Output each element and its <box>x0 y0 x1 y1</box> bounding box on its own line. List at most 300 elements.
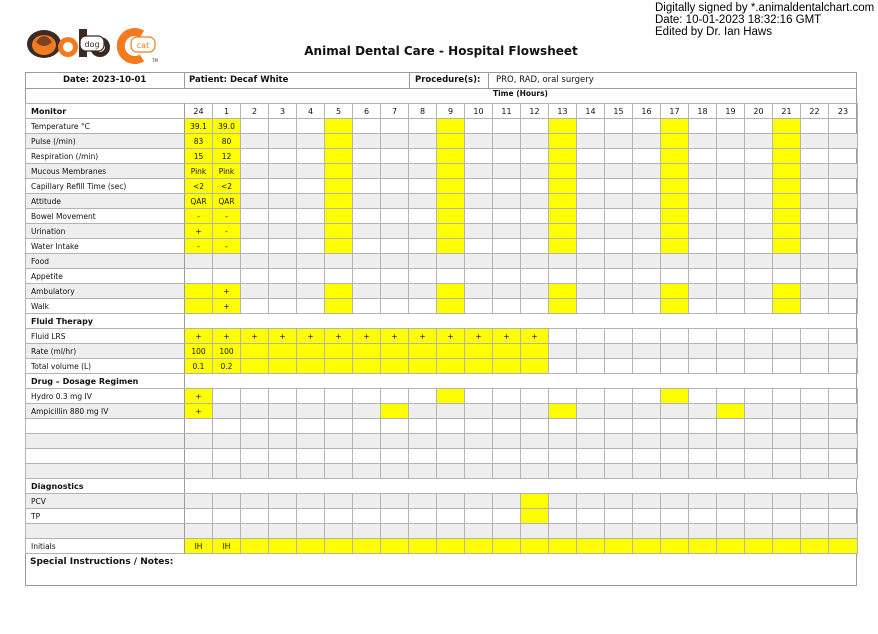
grid-cell <box>717 539 745 554</box>
grid-cell <box>325 389 353 404</box>
section-cell <box>325 314 353 329</box>
grid-cell: 80 <box>213 134 241 149</box>
grid-cell <box>661 359 689 374</box>
table-row <box>26 254 858 269</box>
grid-cell <box>605 329 633 344</box>
grid-cell <box>493 164 521 179</box>
section-cell <box>633 374 661 389</box>
table-row <box>26 344 858 359</box>
grid-cell: + <box>185 404 213 419</box>
grid-cell <box>521 164 549 179</box>
grid-cell <box>801 284 829 299</box>
grid-cell <box>773 239 801 254</box>
grid-cell <box>633 224 661 239</box>
grid-cell <box>269 434 297 449</box>
grid-cell: + <box>409 329 437 344</box>
grid-cell <box>605 449 633 464</box>
section-cell <box>521 479 549 494</box>
grid-cell <box>661 539 689 554</box>
row-label <box>26 524 185 539</box>
grid-cell <box>829 329 858 344</box>
grid-cell <box>773 344 801 359</box>
grid-cell <box>297 254 325 269</box>
grid-cell <box>409 464 437 479</box>
row-label: Water Intake <box>26 239 185 254</box>
grid-cell <box>353 404 381 419</box>
grid-cell <box>717 269 745 284</box>
grid-cell <box>297 164 325 179</box>
grid-cell <box>577 539 605 554</box>
grid-cell <box>521 434 549 449</box>
grid-cell <box>521 359 549 374</box>
grid-cell <box>633 404 661 419</box>
section-cell <box>773 479 801 494</box>
grid-cell <box>633 449 661 464</box>
grid-cell <box>549 524 577 539</box>
grid-cell <box>633 269 661 284</box>
section-cell <box>745 479 773 494</box>
grid-cell <box>773 359 801 374</box>
grid-cell <box>269 344 297 359</box>
grid-cell <box>381 464 409 479</box>
grid-cell <box>381 434 409 449</box>
row-label: Pulse (/min) <box>26 134 185 149</box>
grid-cell <box>689 389 717 404</box>
grid-cell <box>773 389 801 404</box>
grid-cell <box>465 509 493 524</box>
grid-cell <box>605 224 633 239</box>
grid-cell <box>521 389 549 404</box>
grid-cell <box>437 449 465 464</box>
grid-cell <box>409 494 437 509</box>
section-cell <box>437 479 465 494</box>
grid-cell <box>437 239 465 254</box>
grid-cell <box>241 299 269 314</box>
section-cell <box>493 314 521 329</box>
section-cell <box>437 374 465 389</box>
grid-cell <box>493 419 521 434</box>
grid-cell <box>381 404 409 419</box>
section-cell <box>185 374 213 389</box>
section-cell <box>381 314 409 329</box>
section-cell <box>521 374 549 389</box>
grid-cell <box>409 539 437 554</box>
grid-cell: - <box>185 239 213 254</box>
grid-cell <box>325 119 353 134</box>
grid-cell <box>801 434 829 449</box>
grid-cell <box>773 464 801 479</box>
grid-cell <box>661 254 689 269</box>
grid-cell <box>577 299 605 314</box>
grid-cell <box>717 194 745 209</box>
grid-cell <box>381 509 409 524</box>
grid-cell <box>297 209 325 224</box>
hour-header: 6 <box>353 104 381 119</box>
grid-cell <box>661 194 689 209</box>
grid-cell <box>521 194 549 209</box>
grid-cell <box>745 164 773 179</box>
section-cell <box>325 374 353 389</box>
grid-cell <box>325 419 353 434</box>
grid-cell <box>381 419 409 434</box>
grid-cell <box>269 224 297 239</box>
grid-cell <box>549 134 577 149</box>
section-cell <box>269 479 297 494</box>
grid-cell <box>241 389 269 404</box>
section-cell <box>661 479 689 494</box>
grid-cell <box>325 464 353 479</box>
grid-cell <box>773 449 801 464</box>
row-label: Hydro 0.3 mg IV <box>26 389 185 404</box>
grid-cell <box>773 179 801 194</box>
grid-cell <box>689 134 717 149</box>
grid-cell: + <box>493 329 521 344</box>
section-cell <box>829 314 858 329</box>
grid-cell <box>661 509 689 524</box>
section-cell <box>353 374 381 389</box>
grid-cell: 83 <box>185 134 213 149</box>
grid-cell <box>493 464 521 479</box>
section-row <box>26 374 858 389</box>
grid-cell <box>549 329 577 344</box>
grid-cell: 12 <box>213 149 241 164</box>
grid-cell <box>745 524 773 539</box>
grid-cell <box>353 389 381 404</box>
grid-cell <box>353 359 381 374</box>
grid-cell <box>493 494 521 509</box>
section-cell <box>717 314 745 329</box>
section-cell <box>269 374 297 389</box>
grid-cell <box>605 464 633 479</box>
section-row <box>26 104 858 119</box>
grid-cell <box>353 164 381 179</box>
grid-cell <box>661 269 689 284</box>
hour-header: 3 <box>269 104 297 119</box>
grid-cell <box>745 449 773 464</box>
grid-cell <box>297 284 325 299</box>
grid-cell <box>745 464 773 479</box>
grid-cell <box>465 344 493 359</box>
grid-cell <box>605 194 633 209</box>
grid-cell <box>577 359 605 374</box>
grid-cell <box>465 539 493 554</box>
row-label: Appetite <box>26 269 185 284</box>
grid-cell <box>185 269 213 284</box>
grid-cell <box>521 524 549 539</box>
grid-cell <box>773 194 801 209</box>
grid-cell <box>801 524 829 539</box>
grid-cell <box>437 434 465 449</box>
grid-cell <box>297 404 325 419</box>
section-label: Fluid Therapy <box>26 314 185 329</box>
grid-cell <box>577 194 605 209</box>
grid-cell <box>493 389 521 404</box>
grid-cell <box>773 539 801 554</box>
grid-cell <box>633 464 661 479</box>
grid-cell <box>269 299 297 314</box>
grid-cell <box>325 449 353 464</box>
grid-cell <box>381 254 409 269</box>
grid-cell <box>717 344 745 359</box>
grid-cell <box>493 539 521 554</box>
grid-cell <box>353 194 381 209</box>
grid-cell <box>465 119 493 134</box>
grid-cell <box>801 329 829 344</box>
section-cell <box>773 314 801 329</box>
grid-cell <box>381 134 409 149</box>
grid-cell <box>801 449 829 464</box>
row-label: Urination <box>26 224 185 239</box>
grid-cell: <2 <box>185 179 213 194</box>
grid-cell <box>353 449 381 464</box>
grid-cell <box>661 149 689 164</box>
grid-cell <box>437 344 465 359</box>
grid-cell <box>437 119 465 134</box>
section-cell <box>549 374 577 389</box>
section-cell <box>437 314 465 329</box>
grid-cell <box>521 254 549 269</box>
row-label <box>26 419 185 434</box>
grid-cell <box>241 539 269 554</box>
grid-cell <box>465 254 493 269</box>
logo-tm-text: TM <box>152 58 158 63</box>
grid-cell: + <box>241 329 269 344</box>
grid-cell <box>773 164 801 179</box>
grid-cell <box>577 149 605 164</box>
grid-cell <box>269 359 297 374</box>
grid-cell: IH <box>213 539 241 554</box>
grid-cell <box>381 524 409 539</box>
grid-cell <box>577 164 605 179</box>
grid-cell <box>241 464 269 479</box>
grid-cell <box>745 179 773 194</box>
grid-cell <box>549 509 577 524</box>
hour-header: 9 <box>437 104 465 119</box>
hour-header: 20 <box>745 104 773 119</box>
grid-cell <box>717 464 745 479</box>
grid-cell <box>801 254 829 269</box>
grid-cell <box>185 464 213 479</box>
grid-cell <box>829 239 858 254</box>
grid-cell <box>717 359 745 374</box>
section-cell <box>773 374 801 389</box>
section-cell <box>185 479 213 494</box>
section-cell <box>717 479 745 494</box>
grid-cell <box>549 344 577 359</box>
section-cell <box>213 314 241 329</box>
section-label: Monitor <box>26 104 185 119</box>
grid-cell <box>521 419 549 434</box>
grid-cell <box>549 179 577 194</box>
grid-cell <box>773 509 801 524</box>
grid-cell <box>689 149 717 164</box>
grid-cell <box>829 464 858 479</box>
section-cell <box>493 374 521 389</box>
grid-cell <box>409 224 437 239</box>
row-label: PCV <box>26 494 185 509</box>
section-cell <box>381 374 409 389</box>
section-cell <box>269 314 297 329</box>
hour-header: 23 <box>829 104 858 119</box>
grid-cell <box>801 194 829 209</box>
grid-cell <box>297 194 325 209</box>
grid-cell <box>465 449 493 464</box>
grid-cell <box>801 344 829 359</box>
grid-cell <box>717 284 745 299</box>
grid-cell <box>437 509 465 524</box>
grid-cell <box>577 284 605 299</box>
grid-cell <box>269 449 297 464</box>
grid-cell <box>605 524 633 539</box>
grid-cell <box>325 224 353 239</box>
grid-cell <box>465 179 493 194</box>
grid-cell <box>773 149 801 164</box>
grid-cell <box>801 299 829 314</box>
grid-cell <box>325 284 353 299</box>
row-label: Ampicillin 880 mg IV <box>26 404 185 419</box>
grid-cell <box>717 224 745 239</box>
grid-cell <box>325 539 353 554</box>
grid-cell <box>801 179 829 194</box>
grid-cell <box>801 224 829 239</box>
table-row <box>26 164 858 179</box>
section-cell <box>297 314 325 329</box>
grid-cell <box>353 464 381 479</box>
grid-cell <box>745 509 773 524</box>
grid-cell <box>605 419 633 434</box>
grid-cell <box>213 494 241 509</box>
patient-field: Patient: Decaf White <box>189 75 289 85</box>
grid-cell <box>829 224 858 239</box>
section-label: Drug – Dosage Regimen <box>26 374 185 389</box>
grid-cell <box>297 269 325 284</box>
section-cell <box>353 479 381 494</box>
grid-cell <box>773 269 801 284</box>
grid-cell <box>297 344 325 359</box>
hour-header: 16 <box>633 104 661 119</box>
grid-cell <box>381 344 409 359</box>
grid-cell <box>465 434 493 449</box>
grid-cell <box>213 389 241 404</box>
grid-cell <box>521 464 549 479</box>
grid-cell <box>325 494 353 509</box>
grid-cell <box>437 254 465 269</box>
grid-cell <box>689 344 717 359</box>
grid-cell <box>661 134 689 149</box>
hour-header: 4 <box>297 104 325 119</box>
grid-cell <box>717 209 745 224</box>
grid-cell <box>689 419 717 434</box>
grid-cell <box>493 299 521 314</box>
hour-header: 12 <box>521 104 549 119</box>
grid-cell <box>297 494 325 509</box>
grid-cell <box>549 149 577 164</box>
grid-cell <box>745 404 773 419</box>
grid-cell <box>437 359 465 374</box>
grid-cell <box>465 209 493 224</box>
grid-cell <box>521 134 549 149</box>
hour-header: 18 <box>689 104 717 119</box>
grid-cell <box>269 464 297 479</box>
hour-header: 13 <box>549 104 577 119</box>
grid-cell: + <box>213 329 241 344</box>
grid-cell <box>381 539 409 554</box>
grid-cell <box>409 389 437 404</box>
grid-cell <box>605 494 633 509</box>
grid-cell <box>269 194 297 209</box>
grid-cell <box>689 404 717 419</box>
section-cell <box>297 374 325 389</box>
section-cell <box>689 374 717 389</box>
grid-cell <box>521 239 549 254</box>
hour-header: 2 <box>241 104 269 119</box>
section-cell <box>745 374 773 389</box>
grid-cell <box>269 404 297 419</box>
grid-cell <box>801 239 829 254</box>
grid-cell <box>241 149 269 164</box>
grid-cell <box>773 134 801 149</box>
section-cell <box>801 374 829 389</box>
grid-cell <box>745 254 773 269</box>
grid-cell <box>297 119 325 134</box>
grid-cell <box>241 449 269 464</box>
grid-cell <box>465 419 493 434</box>
grid-cell <box>353 284 381 299</box>
grid-cell <box>745 539 773 554</box>
grid-cell <box>381 449 409 464</box>
grid-cell <box>213 419 241 434</box>
table-row <box>26 284 858 299</box>
grid-cell <box>689 119 717 134</box>
grid-cell <box>577 404 605 419</box>
section-cell <box>549 479 577 494</box>
section-label: Diagnostics <box>26 479 185 494</box>
grid-cell <box>409 119 437 134</box>
grid-cell <box>409 164 437 179</box>
grid-cell <box>521 209 549 224</box>
grid-cell <box>717 254 745 269</box>
grid-cell <box>381 194 409 209</box>
grid-cell <box>269 254 297 269</box>
grid-cell <box>661 434 689 449</box>
table-row <box>26 209 858 224</box>
grid-cell <box>381 164 409 179</box>
grid-cell <box>297 239 325 254</box>
grid-cell: + <box>325 329 353 344</box>
grid-cell <box>829 419 858 434</box>
grid-cell <box>325 404 353 419</box>
table-row <box>26 539 858 554</box>
grid-cell <box>241 119 269 134</box>
grid-cell <box>801 509 829 524</box>
grid-cell <box>325 194 353 209</box>
grid-cell <box>745 329 773 344</box>
grid-cell: 39.1 <box>185 119 213 134</box>
grid-cell <box>633 509 661 524</box>
table-row <box>26 149 858 164</box>
table-row <box>26 329 858 344</box>
grid-cell <box>185 299 213 314</box>
grid-cell <box>773 254 801 269</box>
table-row <box>26 434 858 449</box>
grid-cell <box>745 389 773 404</box>
grid-cell <box>689 464 717 479</box>
grid-cell <box>661 344 689 359</box>
grid-cell <box>437 149 465 164</box>
grid-cell <box>689 494 717 509</box>
grid-cell <box>241 254 269 269</box>
grid-cell: + <box>353 329 381 344</box>
